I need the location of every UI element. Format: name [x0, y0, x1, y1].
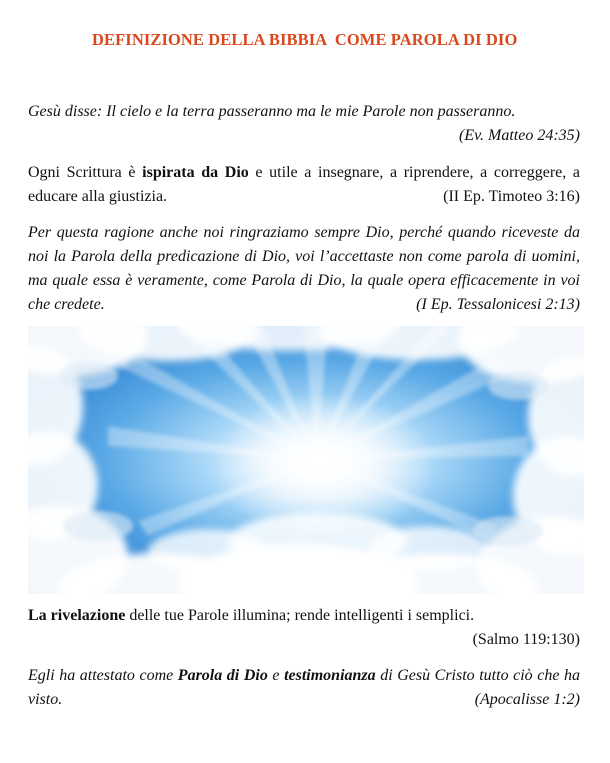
verse-reference: (I Ep. Tessalonicesi 2:13) — [416, 296, 580, 313]
page-title: DEFINIZIONE DELLA BIBBIA COME PAROLA DI DIO — [92, 30, 518, 49]
verse-emphasis: La rivelazione — [28, 607, 126, 624]
verse-tessalonicesi — [28, 221, 580, 317]
verse-text: Per questa ragione anche noi ringraziamo sempre Dio, perché quando riceveste da noi la Parola della predicazione di Dio, voi l’accettaste non come parola di uomini, ma quale essa è veramente, come Parola di Dio, la quale opera efficacemente in voi che credete. — [28, 224, 580, 313]
verse-text: delle tue Parole illumina; rende intelligenti i semplici. — [125, 607, 475, 624]
verse-text-end: di Gesù Cristo tutto ciò che ha visto. — [28, 667, 581, 708]
verse-reference: (II Ep. Timoteo 3:16) — [443, 188, 580, 205]
sky-illustration — [28, 326, 584, 594]
verse-text-end: e utile a insegnare, a riprendere, a correggere, a educare alla giustizia. — [28, 164, 580, 205]
sky-clouds-light-rays-image — [28, 326, 584, 594]
verse-text-start: Egli ha attestato come — [28, 667, 178, 684]
verse-apocalisse — [28, 664, 580, 712]
verse-matteo — [28, 100, 580, 148]
verse-salmo — [28, 604, 580, 652]
verse-reference: (Salmo 119:130) — [472, 631, 580, 648]
verse-reference: (Apocalisse 1:2) — [474, 691, 580, 708]
verse-emphasis: ispirata da Dio — [142, 164, 249, 181]
verse-text-middle: e — [267, 667, 285, 684]
verse-emphasis-2: testimonianza — [284, 667, 376, 684]
verse-text: Gesù disse: Il cielo e la terra passeranno ma le mie Parole non passeranno. — [28, 103, 516, 120]
verse-emphasis-1: Parola di Dio — [177, 667, 268, 684]
verse-text-start: Ogni Scrittura è — [28, 164, 143, 181]
verse-timoteo — [28, 161, 580, 209]
verse-reference: (Ev. Matteo 24:35) — [459, 127, 580, 144]
